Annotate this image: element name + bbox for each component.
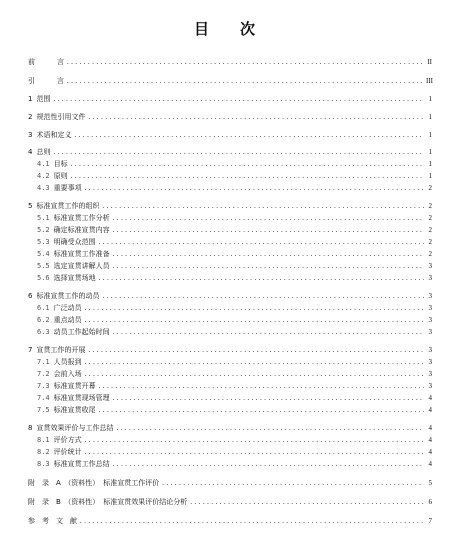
toc-dot-leader	[112, 459, 424, 470]
toc-dot-leader	[112, 225, 424, 236]
toc-dot-leader	[66, 57, 424, 68]
toc-entry-label: 确定标准宣贯内容	[53, 226, 110, 234]
toc-dot-leader	[98, 405, 424, 416]
toc-page-number: 5	[428, 479, 432, 487]
toc-dot-leader	[84, 369, 424, 380]
toc-page-number: 4	[428, 406, 432, 414]
toc-entry-number: 4	[28, 148, 33, 156]
toc-dot-leader	[70, 171, 424, 182]
toc-entry-label: 重要事项	[53, 184, 82, 192]
toc-entry-label: 宣贯效果评价与工作总结	[36, 424, 114, 432]
toc-entry-number: 5.5	[37, 262, 50, 270]
toc-entry-s7-3[interactable]	[28, 381, 432, 392]
toc-entry-label: 标准宣贯开幕	[53, 382, 96, 390]
toc-entry-s7[interactable]	[28, 345, 432, 356]
toc-page-number: 4	[428, 394, 432, 402]
toc-entry-number: 5	[28, 202, 33, 210]
toc-entry-s5-6[interactable]	[28, 273, 432, 284]
toc-entry-label: 会前入场	[53, 370, 82, 378]
toc-entry-number: 4.2	[37, 172, 50, 180]
toc-entry-s6-2[interactable]	[28, 315, 432, 326]
toc-entry-intro[interactable]	[28, 76, 432, 87]
toc-entry-label: 标准宣贯工作评价	[103, 479, 160, 487]
toc-entry-appA[interactable]	[28, 478, 432, 489]
toc-page-number: 2	[428, 214, 432, 222]
toc-entry-label: 重点动员	[53, 316, 82, 324]
toc-entry-number: 8.1	[37, 436, 50, 444]
toc-entry-s7-5[interactable]	[28, 405, 432, 416]
toc-page-number: 4	[428, 424, 432, 432]
toc-entry-label: 标准宣贯工作的动员	[36, 292, 100, 300]
toc-page-number: 1	[428, 113, 432, 121]
toc-entry-number: 2	[28, 113, 33, 121]
toc-page-number: 3	[428, 370, 432, 378]
toc-dot-leader	[84, 435, 424, 446]
toc-dot-leader	[52, 94, 424, 105]
toc-entry-label: 选定宣贯讲解人员	[53, 262, 110, 270]
toc-page-number: 1	[428, 131, 432, 139]
toc-entry-number: 7	[28, 346, 33, 354]
toc-dot-leader	[101, 291, 424, 302]
toc-page-number: 2	[428, 238, 432, 246]
toc-page-number: 3	[428, 262, 432, 270]
toc-entry-s5[interactable]	[28, 201, 432, 212]
toc-dot-leader	[161, 478, 424, 489]
toc-dot-leader	[87, 345, 424, 356]
toc-entry-label: 标准宣贯工作的组织	[36, 202, 100, 210]
toc-entry-s5-3[interactable]	[28, 237, 432, 248]
toc-entry-number: 5.1	[37, 214, 50, 222]
toc-entry-number: 7.3	[37, 382, 50, 390]
toc-dot-leader	[84, 303, 424, 314]
toc-entry-label: 动员工作起始时间	[53, 328, 110, 336]
toc-dot-leader	[112, 249, 424, 260]
toc-page-number: 3	[428, 274, 432, 282]
toc-entry-refs[interactable]	[28, 516, 432, 527]
toc-dot-leader	[112, 393, 424, 404]
toc-entry-s8-2[interactable]	[28, 447, 432, 458]
toc-page-number: 1	[428, 95, 432, 103]
toc-entry-label: 范围	[36, 95, 51, 103]
toc-dot-leader	[52, 147, 424, 158]
toc-entry-s8-1[interactable]	[28, 435, 432, 446]
toc-entry-prefix: 附 录 B （资料性）	[28, 498, 100, 506]
toc-entry-s1[interactable]	[28, 94, 432, 105]
toc-page-number: 6	[428, 498, 432, 506]
toc-entry-number: 8	[28, 424, 33, 432]
toc-page-number: 3	[428, 316, 432, 324]
toc-dot-leader	[87, 112, 424, 123]
toc-entry-number: 6	[28, 292, 33, 300]
toc-dot-leader	[70, 159, 424, 170]
toc-entry-label: 总则	[36, 148, 51, 156]
toc-entry-s5-4[interactable]	[28, 249, 432, 260]
toc-entry-s4-2[interactable]	[28, 171, 432, 182]
toc-page-number: 1	[428, 148, 432, 156]
toc-page-number: II	[427, 58, 432, 66]
toc-entry-s7-2[interactable]	[28, 369, 432, 380]
toc-entry-number: 5.4	[37, 250, 50, 258]
toc-entry-s8-3[interactable]	[28, 459, 432, 470]
toc-dot-leader	[84, 447, 424, 458]
toc-page-number: 2	[428, 250, 432, 258]
page-title-char-2: 次	[240, 20, 257, 38]
toc-entry-appB[interactable]	[28, 497, 432, 508]
page-title	[0, 18, 450, 39]
toc-entry-s4-3[interactable]	[28, 183, 432, 194]
toc-dot-leader	[73, 130, 424, 141]
toc-entry-label: 规范性引用文件	[36, 113, 86, 121]
toc-entry-s7-4[interactable]	[28, 393, 432, 404]
toc-entry-label: 评价方式	[53, 436, 82, 444]
toc-entry-label: 标准宣贯工作准备	[53, 250, 110, 258]
toc-dot-leader	[98, 381, 424, 392]
toc-page-number: 3	[428, 382, 432, 390]
toc-entry-s6[interactable]	[28, 291, 432, 302]
toc-entry-label: 广泛动员	[53, 304, 82, 312]
toc-entry-number: 6.1	[37, 304, 50, 312]
toc-entry-label: 标准宣贯工作总结	[53, 460, 110, 468]
toc-dot-leader	[84, 315, 424, 326]
toc-page-number: 1	[428, 160, 432, 168]
toc-dot-leader	[112, 213, 424, 224]
toc-entry-number: 7.4	[37, 394, 50, 402]
toc-entry-label: 言	[57, 77, 64, 85]
toc-entry-label: 标准宣贯收尾	[53, 406, 96, 414]
toc-entry-number: 3	[28, 131, 33, 139]
toc-dot-leader	[66, 76, 424, 87]
toc-entry-s5-2[interactable]	[28, 225, 432, 236]
toc-entry-label: 明确受众范围	[53, 238, 96, 246]
toc-dot-leader	[84, 183, 424, 194]
toc-entry-number: 1	[28, 95, 33, 103]
toc-page-number: III	[426, 77, 433, 85]
toc-page-number: 2	[428, 226, 432, 234]
toc-page-number: 4	[428, 436, 432, 444]
toc-dot-leader	[98, 237, 424, 248]
toc-entry-number: 5.3	[37, 238, 50, 246]
toc-entry-number: 8.3	[37, 460, 50, 468]
toc-page-number: 4	[428, 460, 432, 468]
toc-entry-s7-1[interactable]	[28, 357, 432, 368]
toc-entry-number: 4.1	[37, 160, 50, 168]
toc-entry-label: 评价统计	[53, 448, 82, 456]
toc-entry-label: 标准宣贯效果评价结论分析	[103, 498, 188, 506]
toc-entry-prefix: 前	[28, 58, 35, 66]
page-title-char-1: 目	[193, 20, 210, 38]
toc-dot-leader	[112, 261, 424, 272]
toc-entry-prefix: 参 考 文 献	[28, 517, 77, 525]
toc-entry-s4-1[interactable]	[28, 159, 432, 170]
toc-page-number: 2	[428, 184, 432, 192]
toc-dot-leader	[101, 201, 424, 212]
toc-entry-number: 5.2	[37, 226, 50, 234]
toc-page-number: 3	[428, 358, 432, 366]
toc-entry-label: 目标	[53, 160, 68, 168]
toc-page-number: 3	[428, 292, 432, 300]
toc-entry-s6-3[interactable]	[28, 327, 432, 338]
toc-entry-number: 7.5	[37, 406, 50, 414]
toc-entry-number: 6.2	[37, 316, 50, 324]
toc-entry-label: 选择宣贯场地	[53, 274, 96, 282]
toc-entry-label: 宣贯工作的开展	[36, 346, 86, 354]
toc-entry-s5-1[interactable]	[28, 213, 432, 224]
toc-entry-number: 8.2	[37, 448, 50, 456]
toc-page-number: 1	[428, 172, 432, 180]
toc-entry-s3[interactable]	[28, 130, 432, 141]
toc-entry-number: 5.6	[37, 274, 50, 282]
toc-entry-prefix: 附 录 A （资料性）	[28, 479, 100, 487]
toc-dot-leader	[84, 357, 424, 368]
toc-page-number: 3	[428, 346, 432, 354]
toc-dot-leader	[115, 423, 424, 434]
toc-dot-leader	[98, 273, 424, 284]
toc-entry-number: 7.1	[37, 358, 50, 366]
toc-page-number: 2	[428, 202, 432, 210]
toc-entry-s6-1[interactable]	[28, 303, 432, 314]
toc-entry-label: 原则	[53, 172, 68, 180]
toc-entry-foreword[interactable]	[28, 57, 432, 68]
toc-page-number: 3	[428, 304, 432, 312]
toc-entry-label: 言	[57, 58, 64, 66]
toc-page-number: 7	[428, 517, 432, 525]
toc-entry-label: 人员报到	[53, 358, 82, 366]
toc-entry-s4[interactable]	[28, 147, 432, 158]
toc-entry-s8[interactable]	[28, 423, 432, 434]
toc-page-number: 4	[428, 448, 432, 456]
toc-entry-prefix: 引	[28, 77, 35, 85]
toc-dot-leader	[112, 327, 424, 338]
toc-page-number: 3	[428, 328, 432, 336]
toc-entry-label: 术语和定义	[36, 131, 72, 139]
toc-entry-label: 标准宣贯工作分析	[53, 214, 110, 222]
toc-dot-leader	[189, 497, 424, 508]
toc-entry-label: 标准宣贯现场管理	[53, 394, 110, 402]
toc-entry-number: 6.3	[37, 328, 50, 336]
toc-entry-number: 7.2	[37, 370, 50, 378]
toc-entry-number: 4.3	[37, 184, 50, 192]
toc-dot-leader	[79, 516, 424, 527]
toc-entry-s2[interactable]	[28, 112, 432, 123]
toc-entry-s5-5[interactable]	[28, 261, 432, 272]
